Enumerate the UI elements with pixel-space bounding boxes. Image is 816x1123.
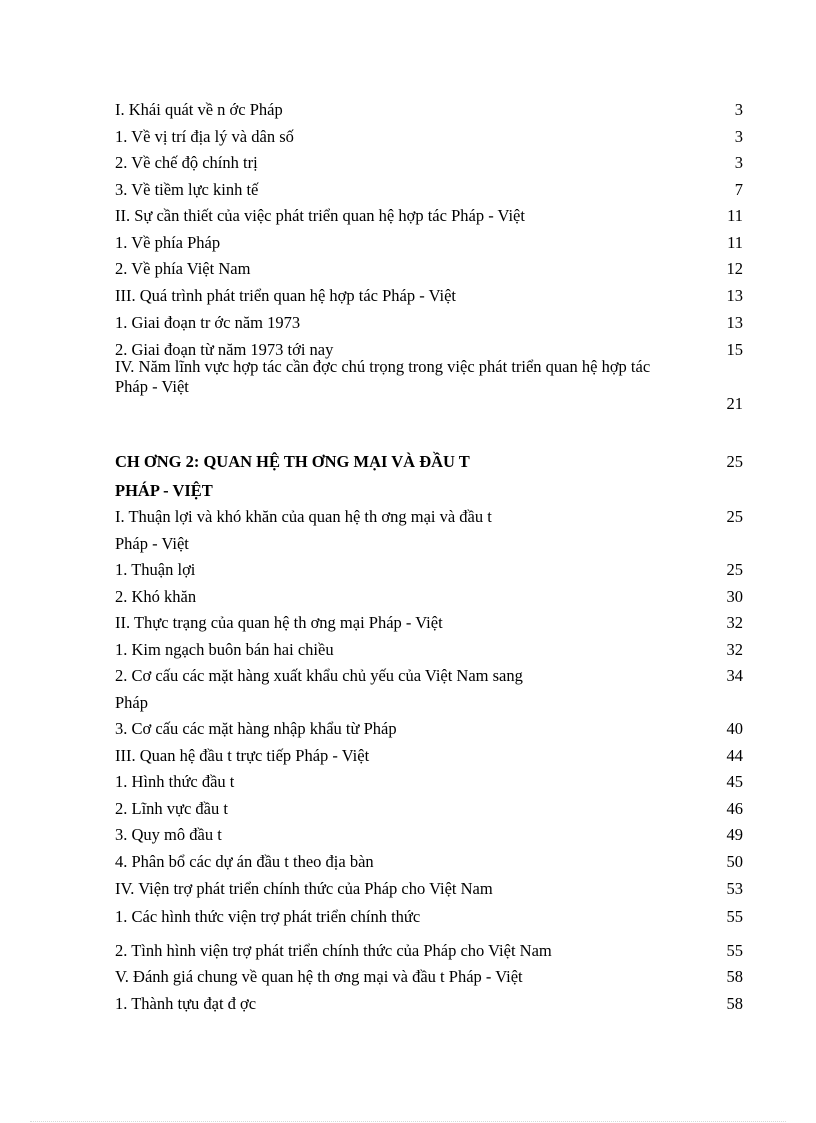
toc-entry-title: 3. Cơ cấu các mặt hàng nhập khẩu từ Pháp xyxy=(115,719,397,738)
toc-entry-title: 1. Giai đoạn tr ớc năm 1973 xyxy=(115,313,301,332)
toc-entry-title: 2. Về chế độ chính trị xyxy=(115,153,258,172)
toc-entry-title: I. Thuận lợi và khó khăn của quan hệ th ơng mại và đầu t xyxy=(115,507,492,526)
toc-entry-page: 55 xyxy=(726,907,743,926)
toc-entry-title: CH ƠNG 2: QUAN HỆ TH ƠNG MẠI VÀ ĐẦU T xyxy=(115,452,470,471)
toc-entry xyxy=(115,179,743,201)
toc-entry xyxy=(115,393,743,415)
toc-entry xyxy=(115,559,743,581)
toc-entry xyxy=(115,745,743,767)
toc-entry-title: 1. Hình thức đầu t xyxy=(115,772,235,791)
toc-entry-title: 2. Giai đoạn từ năm 1973 tới nay xyxy=(115,340,334,359)
toc-entry-title: 1. Về phía Pháp xyxy=(115,233,221,252)
toc-entry xyxy=(115,506,743,528)
toc-entry xyxy=(115,258,743,280)
toc-entry-page: 11 xyxy=(727,206,743,225)
toc-entry-page: 15 xyxy=(726,340,743,359)
toc-entry-title: 2. Khó khăn xyxy=(115,587,197,606)
toc-entry-page: 44 xyxy=(726,746,743,765)
toc-entry-page: 40 xyxy=(726,719,743,738)
toc-entry-page: 45 xyxy=(726,772,743,791)
chapter-heading xyxy=(115,451,743,473)
toc-entry xyxy=(115,639,743,661)
toc-entry-page: 30 xyxy=(726,587,743,606)
toc-entry-title: 2. Về phía Việt Nam xyxy=(115,259,251,278)
toc-entry-page: 3 xyxy=(734,100,743,119)
toc-entry-page: 32 xyxy=(726,613,743,632)
toc-entry xyxy=(115,312,743,334)
toc-entry xyxy=(115,665,743,687)
toc-entry-title: 1. Thành tựu đạt đ ợc xyxy=(115,994,257,1013)
toc-entry-title: PHÁP - VIỆT xyxy=(115,481,213,500)
toc-entry-title: 4. Phân bổ các dự án đầu t theo địa bàn xyxy=(115,852,374,871)
toc-entry-page: 12 xyxy=(726,259,743,278)
toc-entry-title: II. Sự cần thiết của việc phát triển quan hệ hợp tác Pháp - Việt xyxy=(115,206,525,225)
toc-entry xyxy=(115,718,743,740)
toc-entry-page: 34 xyxy=(726,666,743,685)
toc-entry xyxy=(115,533,743,555)
toc-entry xyxy=(115,993,743,1015)
toc-entry-title: V. Đánh giá chung về quan hệ th ơng mại và đầu t Pháp - Việt xyxy=(115,967,523,986)
toc-entry-page: 21 xyxy=(726,394,743,413)
chapter-heading-continued xyxy=(115,480,743,502)
toc-entry-page: 53 xyxy=(726,879,743,898)
toc-entry-page: 13 xyxy=(726,286,743,305)
toc-entry xyxy=(115,232,743,254)
toc-entry xyxy=(115,940,743,962)
toc-entry-page: 3 xyxy=(734,153,743,172)
toc-entry-title: 3. Về tiềm lực kinh tế xyxy=(115,180,259,199)
toc-entry-title: 3. Quy mô đầu t xyxy=(115,825,222,844)
toc-entry-page: 55 xyxy=(726,941,743,960)
toc-entry-page: 11 xyxy=(727,233,743,252)
toc-entry-title: 1. Về vị trí địa lý và dân số xyxy=(115,127,294,146)
toc-entry xyxy=(115,878,743,900)
toc-entry xyxy=(115,99,743,121)
toc-entry-page: 50 xyxy=(726,852,743,871)
toc-entry xyxy=(115,906,743,928)
toc-entry-page: 49 xyxy=(726,825,743,844)
toc-entry-page: 58 xyxy=(726,967,743,986)
toc-entry-page: 32 xyxy=(726,640,743,659)
toc-entry-page: 13 xyxy=(726,313,743,332)
toc-entry xyxy=(115,798,743,820)
toc-entry-title: II. Thực trạng của quan hệ th ơng mại Pháp - Việt xyxy=(115,613,443,632)
toc-entry-title: IV. Viện trợ phát triển chính thức của Pháp cho Việt Nam xyxy=(115,879,493,898)
toc-entry xyxy=(115,824,743,846)
toc-entry xyxy=(115,966,743,988)
toc-entry-page: 25 xyxy=(726,452,743,471)
toc-entry xyxy=(115,586,743,608)
toc-entry xyxy=(115,851,743,873)
toc-entry-title: Pháp xyxy=(115,693,148,712)
toc-entry xyxy=(115,357,743,397)
toc-entry-title: IV. Năm lĩnh vực hợp tác cần đợc chú trọng trong việc phát triển quan hệ hợp tác Pháp - Việt xyxy=(115,357,651,396)
toc-entry xyxy=(115,126,743,148)
toc-entry xyxy=(115,771,743,793)
toc-entry-page: 7 xyxy=(734,180,743,199)
toc-entry-title: Pháp - Việt xyxy=(115,534,189,553)
toc-entry xyxy=(115,152,743,174)
toc-entry-page: 25 xyxy=(726,560,743,579)
toc-entry-title: I. Khái quát về n ớc Pháp xyxy=(115,100,283,119)
toc-entry-title: 1. Kim ngạch buôn bán hai chiều xyxy=(115,640,334,659)
toc-entry-page: 46 xyxy=(726,799,743,818)
toc-entry-page: 25 xyxy=(726,507,743,526)
toc-entry-title: 2. Tình hình viện trợ phát triển chính thức của Pháp cho Việt Nam xyxy=(115,941,552,960)
toc-entry-page: 3 xyxy=(734,127,743,146)
toc-entry-page: 58 xyxy=(726,994,743,1013)
toc-entry xyxy=(115,205,743,227)
toc-entry-title: 2. Lĩnh vực đầu t xyxy=(115,799,228,818)
toc-entry-title: 1. Các hình thức viện trợ phát triển chính thức xyxy=(115,907,421,926)
toc-entry-title: 1. Thuận lợi xyxy=(115,560,196,579)
toc-entry-title: 2. Cơ cấu các mặt hàng xuất khẩu chủ yếu của Việt Nam sang xyxy=(115,666,523,685)
page-bottom-rule xyxy=(30,1121,786,1122)
toc-entry xyxy=(115,285,743,307)
toc-entry-title: III. Quá trình phát triển quan hệ hợp tác Pháp - Việt xyxy=(115,286,456,305)
toc-entry-title: III. Quan hệ đầu t trực tiếp Pháp - Việt xyxy=(115,746,370,765)
toc-entry xyxy=(115,692,743,714)
toc-entry xyxy=(115,612,743,634)
